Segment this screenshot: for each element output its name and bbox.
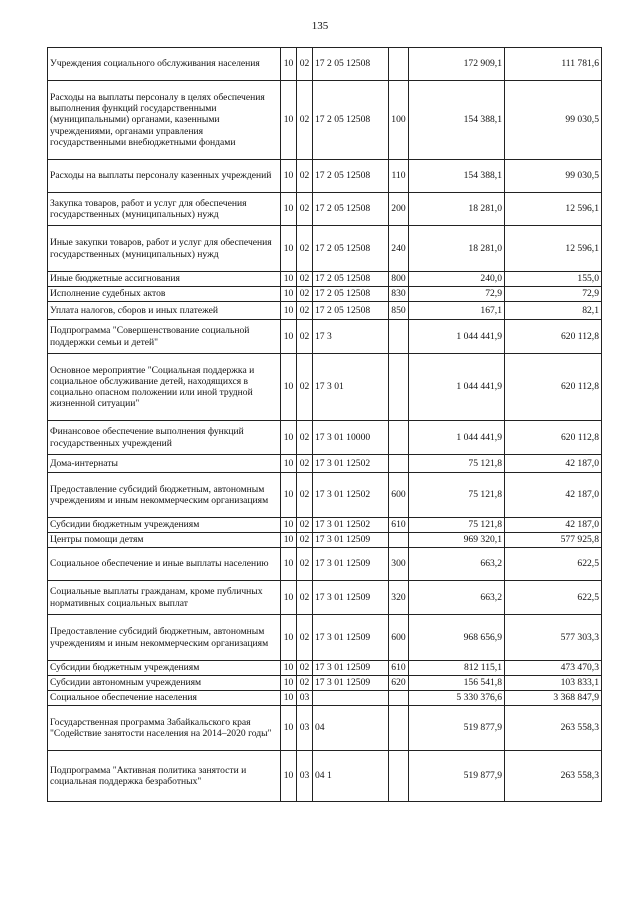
table-row: [48, 320, 602, 354]
subsection-code-cell: 02: [297, 302, 313, 320]
table-row: [48, 661, 602, 676]
amount-plan-cell: 1 044 441,9: [409, 354, 505, 421]
amount-plan-cell: 663,2: [409, 581, 505, 615]
expense-type-cell: 300: [389, 548, 409, 581]
section-code-cell: 10: [281, 751, 297, 802]
section-code-cell: 10: [281, 455, 297, 473]
table-row: [48, 354, 602, 421]
table-row: [48, 193, 602, 226]
amount-exec-cell: 622,5: [505, 581, 602, 615]
row-name-cell: Иные закупки товаров, работ и услуг для обеспечения государственных (муниципальных) нужд: [48, 226, 281, 272]
amount-plan-cell: 72,9: [409, 287, 505, 302]
row-name-cell: Иные бюджетные ассигнования: [48, 272, 281, 287]
expense-type-cell: [389, 320, 409, 354]
section-code-cell: 10: [281, 81, 297, 160]
amount-plan-cell: 812 115,1: [409, 661, 505, 676]
expense-type-cell: [389, 455, 409, 473]
target-article-cell: 17 2 05 12508: [313, 193, 389, 226]
table-row: [48, 691, 602, 706]
table-row: [48, 287, 602, 302]
target-article-cell: 17 3 01 12509: [313, 676, 389, 691]
subsection-code-cell: 02: [297, 287, 313, 302]
section-code-cell: 10: [281, 661, 297, 676]
table-row: [48, 226, 602, 272]
expense-type-cell: 800: [389, 272, 409, 287]
expense-type-cell: [389, 691, 409, 706]
subsection-code-cell: 03: [297, 751, 313, 802]
amount-plan-cell: 969 320,1: [409, 533, 505, 548]
expense-type-cell: 320: [389, 581, 409, 615]
amount-plan-cell: 154 388,1: [409, 81, 505, 160]
target-article-cell: 17 3 01 10000: [313, 421, 389, 455]
section-code-cell: 10: [281, 193, 297, 226]
amount-plan-cell: 156 541,8: [409, 676, 505, 691]
target-article-cell: 04: [313, 706, 389, 751]
row-name-cell: Социальное обеспечение населения: [48, 691, 281, 706]
expense-type-cell: 620: [389, 676, 409, 691]
section-code-cell: 10: [281, 226, 297, 272]
section-code-cell: 10: [281, 518, 297, 533]
subsection-code-cell: 03: [297, 706, 313, 751]
target-article-cell: 17 3 01 12502: [313, 455, 389, 473]
expense-type-cell: [389, 421, 409, 455]
row-name-cell: Субсидии бюджетным учреждениям: [48, 518, 281, 533]
row-name-cell: Основное мероприятие "Социальная поддержка и социальное обслуживание детей, находящихся в социально опасном положении или иной трудной жизненной ситуации": [48, 354, 281, 421]
row-name-cell: Предоставление субсидий бюджетным, автономным учреждениям и иным некоммерческим организациям: [48, 473, 281, 518]
expense-type-cell: 610: [389, 518, 409, 533]
budget-table: [47, 47, 602, 802]
amount-exec-cell: 82,1: [505, 302, 602, 320]
expense-type-cell: 610: [389, 661, 409, 676]
subsection-code-cell: 03: [297, 691, 313, 706]
amount-exec-cell: 620 112,8: [505, 320, 602, 354]
section-code-cell: 10: [281, 272, 297, 287]
row-name-cell: Финансовое обеспечение выполнения функций государственных учреждений: [48, 421, 281, 455]
row-name-cell: Социальное обеспечение и иные выплаты населению: [48, 548, 281, 581]
target-article-cell: 17 2 05 12508: [313, 302, 389, 320]
subsection-code-cell: 02: [297, 160, 313, 193]
section-code-cell: 10: [281, 548, 297, 581]
expense-type-cell: [389, 354, 409, 421]
target-article-cell: 17 3 01: [313, 354, 389, 421]
target-article-cell: 17 3 01 12509: [313, 661, 389, 676]
subsection-code-cell: 02: [297, 48, 313, 81]
expense-type-cell: 850: [389, 302, 409, 320]
target-article-cell: 17 3 01 12502: [313, 473, 389, 518]
table-row: [48, 48, 602, 81]
subsection-code-cell: 02: [297, 661, 313, 676]
table-row: [48, 751, 602, 802]
amount-plan-cell: 1 044 441,9: [409, 421, 505, 455]
amount-plan-cell: 167,1: [409, 302, 505, 320]
section-code-cell: 10: [281, 320, 297, 354]
row-name-cell: Исполнение судебных актов: [48, 287, 281, 302]
target-article-cell: 17 2 05 12508: [313, 287, 389, 302]
expense-type-cell: 110: [389, 160, 409, 193]
table-row: [48, 676, 602, 691]
amount-exec-cell: 42 187,0: [505, 473, 602, 518]
section-code-cell: 10: [281, 615, 297, 661]
table-row: [48, 533, 602, 548]
section-code-cell: 10: [281, 421, 297, 455]
row-name-cell: Государственная программа Забайкальского края "Содействие занятости населения на 2014–2020 годы": [48, 706, 281, 751]
subsection-code-cell: 02: [297, 548, 313, 581]
amount-plan-cell: 18 281,0: [409, 226, 505, 272]
amount-exec-cell: 263 558,3: [505, 751, 602, 802]
table-row: [48, 160, 602, 193]
amount-exec-cell: 42 187,0: [505, 518, 602, 533]
target-article-cell: [313, 691, 389, 706]
target-article-cell: 17 2 05 12508: [313, 81, 389, 160]
amount-exec-cell: 155,0: [505, 272, 602, 287]
amount-plan-cell: 968 656,9: [409, 615, 505, 661]
table-body: [48, 48, 602, 802]
expense-type-cell: 600: [389, 615, 409, 661]
section-code-cell: 10: [281, 473, 297, 518]
expense-type-cell: 200: [389, 193, 409, 226]
subsection-code-cell: 02: [297, 320, 313, 354]
section-code-cell: 10: [281, 706, 297, 751]
section-code-cell: 10: [281, 676, 297, 691]
section-code-cell: 10: [281, 533, 297, 548]
amount-exec-cell: 577 925,8: [505, 533, 602, 548]
amount-exec-cell: 72,9: [505, 287, 602, 302]
amount-exec-cell: 103 833,1: [505, 676, 602, 691]
expense-type-cell: 600: [389, 473, 409, 518]
target-article-cell: 17 2 05 12508: [313, 272, 389, 287]
amount-exec-cell: 3 368 847,9: [505, 691, 602, 706]
target-article-cell: 17 3 01 12509: [313, 581, 389, 615]
amount-exec-cell: 12 596,1: [505, 226, 602, 272]
subsection-code-cell: 02: [297, 581, 313, 615]
amount-plan-cell: 154 388,1: [409, 160, 505, 193]
amount-plan-cell: 240,0: [409, 272, 505, 287]
amount-plan-cell: 75 121,8: [409, 518, 505, 533]
target-article-cell: 17 2 05 12508: [313, 226, 389, 272]
amount-exec-cell: 111 781,6: [505, 48, 602, 81]
subsection-code-cell: 02: [297, 473, 313, 518]
subsection-code-cell: 02: [297, 615, 313, 661]
amount-plan-cell: 519 877,9: [409, 706, 505, 751]
target-article-cell: 17 3 01 12509: [313, 615, 389, 661]
table-row: [48, 302, 602, 320]
target-article-cell: 17 3 01 12509: [313, 533, 389, 548]
row-name-cell: Субсидии бюджетным учреждениям: [48, 661, 281, 676]
row-name-cell: Уплата налогов, сборов и иных платежей: [48, 302, 281, 320]
amount-exec-cell: 620 112,8: [505, 354, 602, 421]
page-number: 135: [311, 20, 329, 32]
row-name-cell: Социальные выплаты гражданам, кроме публичных нормативных социальных выплат: [48, 581, 281, 615]
row-name-cell: Закупка товаров, работ и услуг для обеспечения государственных (муниципальных) нужд: [48, 193, 281, 226]
row-name-cell: Подпрограмма "Активная политика занятости и социальная поддержка безработных": [48, 751, 281, 802]
section-code-cell: 10: [281, 581, 297, 615]
expense-type-cell: [389, 751, 409, 802]
target-article-cell: 17 3 01 12502: [313, 518, 389, 533]
table-row: [48, 615, 602, 661]
expense-type-cell: [389, 706, 409, 751]
amount-exec-cell: 99 030,5: [505, 160, 602, 193]
amount-exec-cell: 12 596,1: [505, 193, 602, 226]
table-row: [48, 548, 602, 581]
subsection-code-cell: 02: [297, 421, 313, 455]
subsection-code-cell: 02: [297, 193, 313, 226]
table-row: [48, 706, 602, 751]
amount-plan-cell: 75 121,8: [409, 473, 505, 518]
target-article-cell: 17 2 05 12508: [313, 160, 389, 193]
expense-type-cell: [389, 533, 409, 548]
subsection-code-cell: 02: [297, 354, 313, 421]
table-row: [48, 421, 602, 455]
amount-plan-cell: 18 281,0: [409, 193, 505, 226]
amount-plan-cell: 663,2: [409, 548, 505, 581]
table-row: [48, 81, 602, 160]
table-row: [48, 518, 602, 533]
subsection-code-cell: 02: [297, 518, 313, 533]
target-article-cell: 04 1: [313, 751, 389, 802]
section-code-cell: 10: [281, 354, 297, 421]
amount-exec-cell: 42 187,0: [505, 455, 602, 473]
row-name-cell: Предоставление субсидий бюджетным, автономным учреждениям и иным некоммерческим организациям: [48, 615, 281, 661]
amount-exec-cell: 263 558,3: [505, 706, 602, 751]
section-code-cell: 10: [281, 691, 297, 706]
amount-plan-cell: 1 044 441,9: [409, 320, 505, 354]
expense-type-cell: 100: [389, 81, 409, 160]
amount-plan-cell: 172 909,1: [409, 48, 505, 81]
subsection-code-cell: 02: [297, 272, 313, 287]
amount-exec-cell: 473 470,3: [505, 661, 602, 676]
expense-type-cell: 240: [389, 226, 409, 272]
table-row: [48, 455, 602, 473]
target-article-cell: 17 2 05 12508: [313, 48, 389, 81]
subsection-code-cell: 02: [297, 226, 313, 272]
table-row: [48, 581, 602, 615]
amount-plan-cell: 519 877,9: [409, 751, 505, 802]
amount-plan-cell: 75 121,8: [409, 455, 505, 473]
section-code-cell: 10: [281, 287, 297, 302]
row-name-cell: Расходы на выплаты персоналу в целях обеспечения выполнения функций государственными (муниципальными) органами, казенными учреждениями, органами управления государственными внебюджетными фондами: [48, 81, 281, 160]
table-row: [48, 272, 602, 287]
subsection-code-cell: 02: [297, 81, 313, 160]
row-name-cell: Субсидии автономным учреждениям: [48, 676, 281, 691]
section-code-cell: 10: [281, 48, 297, 81]
row-name-cell: Учреждения социального обслуживания населения: [48, 48, 281, 81]
amount-exec-cell: 577 303,3: [505, 615, 602, 661]
row-name-cell: Дома-интернаты: [48, 455, 281, 473]
amount-exec-cell: 622,5: [505, 548, 602, 581]
table-row: [48, 473, 602, 518]
subsection-code-cell: 02: [297, 455, 313, 473]
amount-exec-cell: 99 030,5: [505, 81, 602, 160]
expense-type-cell: 830: [389, 287, 409, 302]
subsection-code-cell: 02: [297, 676, 313, 691]
target-article-cell: 17 3 01 12509: [313, 548, 389, 581]
row-name-cell: Центры помощи детям: [48, 533, 281, 548]
row-name-cell: Подпрограмма "Совершенствование социальной поддержки семьи и детей": [48, 320, 281, 354]
amount-exec-cell: 620 112,8: [505, 421, 602, 455]
section-code-cell: 10: [281, 160, 297, 193]
subsection-code-cell: 02: [297, 533, 313, 548]
amount-plan-cell: 5 330 376,6: [409, 691, 505, 706]
target-article-cell: 17 3: [313, 320, 389, 354]
section-code-cell: 10: [281, 302, 297, 320]
expense-type-cell: [389, 48, 409, 81]
row-name-cell: Расходы на выплаты персоналу казенных учреждений: [48, 160, 281, 193]
